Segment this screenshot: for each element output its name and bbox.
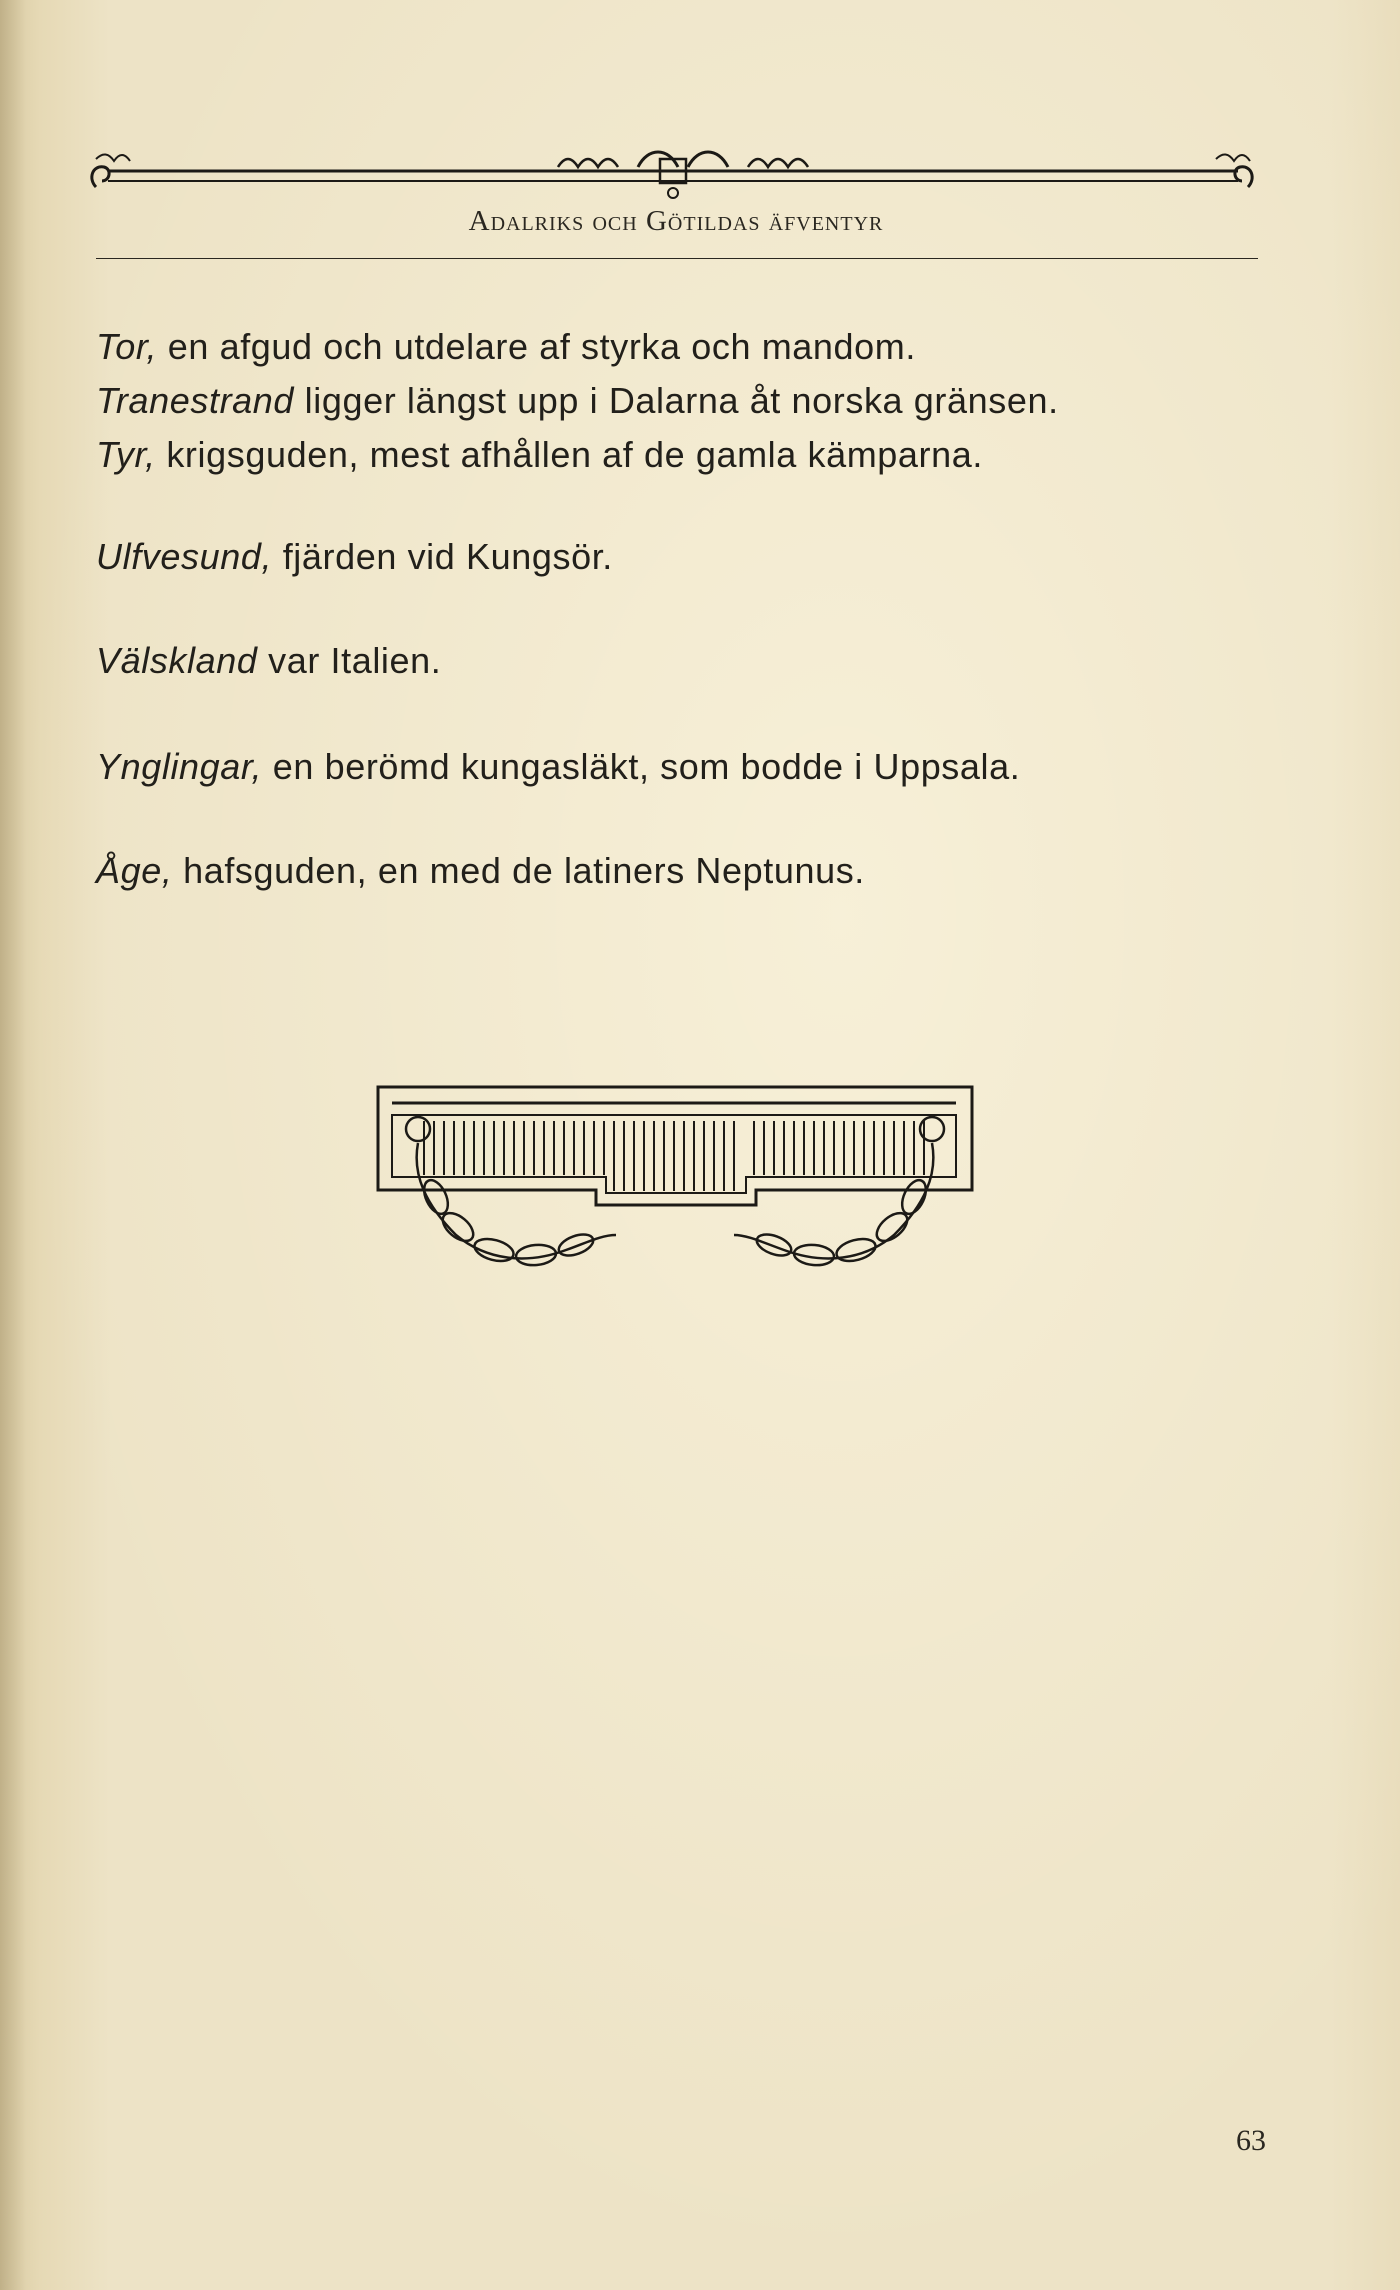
glossary-entry <box>96 376 1059 426</box>
glossary-term: Tranestrand <box>96 380 295 421</box>
glossary-term: Tor, <box>96 326 158 367</box>
tailpiece-ornament-icon <box>376 1085 976 1285</box>
glossary-entry <box>96 636 441 686</box>
header-ornament-icon <box>88 135 1258 205</box>
glossary-definition: ligger längst upp i Dalarna åt norska gränsen. <box>294 380 1059 421</box>
glossary-entry <box>96 322 916 372</box>
glossary-definition: var Italien. <box>257 640 442 681</box>
glossary-entry <box>96 846 865 896</box>
page-number: 63 <box>1236 2124 1266 2157</box>
glossary-definition: krigsguden, mest afhållen af de gamla kämparna. <box>155 434 983 475</box>
glossary-entry <box>96 742 1020 792</box>
glossary-term: Ynglingar, <box>96 746 263 787</box>
running-head: Adalriks och Götildas äfventyr <box>468 205 884 237</box>
glossary-definition: en berömd kungasläkt, som bodde i Uppsala. <box>262 746 1021 787</box>
glossary-definition: hafsguden, en med de latiners Neptunus. <box>172 850 865 891</box>
glossary-definition: en afgud och utdelare af styrka och mandom. <box>157 326 916 367</box>
glossary-term: Åge, <box>96 850 173 891</box>
header-rule <box>96 258 1258 259</box>
spine-shadow <box>0 0 26 2290</box>
glossary-term: Välskland <box>96 640 258 681</box>
glossary-definition: fjärden vid Kungsör. <box>272 536 613 577</box>
glossary-term: Tyr, <box>96 434 156 475</box>
glossary-term: Ulfvesund, <box>96 536 273 577</box>
glossary-entry <box>96 430 983 480</box>
glossary-entry <box>96 532 613 582</box>
